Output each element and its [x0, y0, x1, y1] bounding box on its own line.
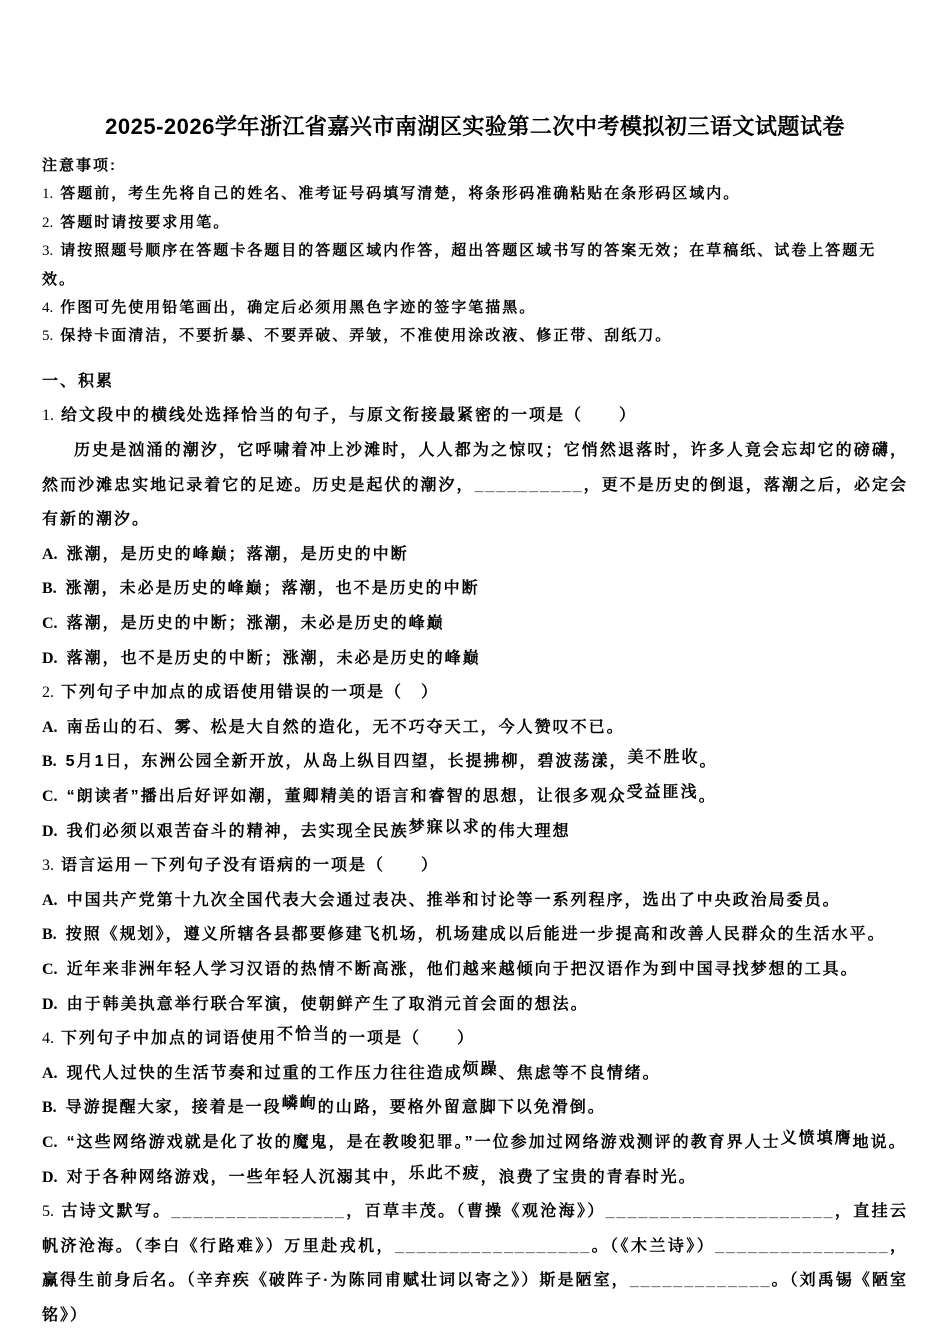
- option-text: 中国共产党第十九次全国代表大会通过表决、推举和讨论等一系列程序，选出了中央政治局委员。: [66, 891, 841, 909]
- option-label: D.: [42, 1168, 58, 1186]
- option-label: B.: [42, 753, 57, 771]
- notice-item-3: [42, 237, 908, 294]
- section-accumulation: [42, 365, 908, 1334]
- question-4: [42, 1022, 908, 1195]
- emphasized-word: 不恰当: [277, 1026, 332, 1044]
- item-number: 1.: [42, 186, 54, 203]
- notice-item-2: [42, 209, 908, 237]
- dictation-text: 古诗文默写。________________，百草丰茂。（曹操《观沧海》）_____________________，直挂云帆济沧海。（李白《行路难》）万里赴戎机，__________________。（《木兰诗》）________________，赢得生前身后名。（辛弃疾《破阵子·为陈同甫赋壮词以寄之》）斯是陋室，_____________。（刘禹锡《陋室铭》）: [42, 1203, 908, 1324]
- option-row: [42, 745, 908, 780]
- stem-text: 下列句子中加点的词语使用: [61, 1030, 278, 1048]
- option-row: [42, 711, 908, 746]
- option-text: 南岳山的石、雾、松是大自然的造化，无不巧夺天工，今人赞叹不已。: [66, 718, 625, 736]
- option-text: 涨潮，未必是历史的峰巅；落潮，也不是历史的中断: [65, 580, 480, 598]
- stem-text: 语言运用－下列句子没有语病的一项是（ ）: [61, 857, 440, 875]
- page-title: 2025-2026学年浙江省嘉兴市南湖区实验第二次中考模拟初三语文试题试卷: [105, 114, 845, 139]
- emphasized-word: 义愤填膺: [780, 1129, 853, 1147]
- question-number: 4.: [42, 1030, 54, 1048]
- option-label: B.: [42, 926, 57, 944]
- item-text: 作图可先使用铅笔画出，确定后必须用黑色字迹的签字笔描黑。: [60, 299, 537, 317]
- option-label: A.: [42, 718, 58, 736]
- option-text: 现代人过快的生活节奏和过重的工作压力往往造成: [66, 1064, 463, 1082]
- option-label: D.: [42, 995, 58, 1013]
- emphasized-word: 梦寐以求: [408, 818, 481, 836]
- item-number: 3.: [42, 243, 54, 260]
- question-stem: [42, 849, 908, 884]
- option-text: 的山路，要格外留意脚下以免滑倒。: [317, 1099, 606, 1117]
- option-text: 地说。: [852, 1133, 907, 1151]
- option-row: [42, 1091, 908, 1126]
- stem-text: 给文段中的横线处选择恰当的句子，与原文衔接最紧密的一项是（ ）: [61, 407, 638, 425]
- option-row: [42, 1057, 908, 1092]
- option-label: A.: [42, 545, 58, 563]
- option-text: 落潮，也不是历史的中断；涨潮，未必是历史的峰巅: [66, 649, 481, 667]
- option-text: 涨潮，是历史的峰巅；落潮，是历史的中断: [66, 545, 409, 563]
- option-label: C.: [42, 960, 58, 978]
- option-label: C.: [42, 615, 58, 632]
- item-number: 4.: [42, 300, 54, 317]
- item-text: 请按照题号顺序在答题卡各题目的答题区域内作答，超出答题区域书写的答案无效；在草稿纸、试卷上答题无效。: [42, 242, 877, 288]
- item-number: 2.: [42, 214, 54, 231]
- option-text: “朗读者”播出后好评如潮，董卿精美的语言和睿智的思想，让很多观众: [66, 787, 627, 805]
- item-number: 5.: [42, 328, 54, 345]
- option-label: A.: [42, 891, 58, 909]
- option-label: C.: [42, 1133, 58, 1151]
- option-label: C.: [42, 787, 58, 805]
- option-label: D.: [42, 822, 58, 840]
- option-text: 近年来非洲年轻人学习汉语的热情不断高涨，他们越来越倾向于把汉语作为到中国寻找梦想的工具。: [66, 960, 859, 978]
- option-row: [42, 988, 908, 1023]
- option-row: [42, 953, 908, 988]
- option-row: [42, 607, 908, 642]
- option-row: [42, 780, 908, 815]
- option-row: [42, 1161, 908, 1196]
- option-row: [42, 884, 908, 919]
- question-number: 2.: [42, 684, 54, 702]
- option-text: 、焦虑等不良情绪。: [498, 1064, 661, 1082]
- option-label: D.: [42, 649, 58, 667]
- option-text: 5月1日，东洲公园全新开放，从岛上纵目四望，长提拂柳，碧波荡漾，: [65, 753, 628, 771]
- notice-item-4: [42, 294, 908, 322]
- stem-text: 下列句子中加点的成语使用错误的一项是（ ）: [61, 684, 440, 702]
- notice-item-5: [42, 322, 908, 350]
- section-heading: 一、积累: [42, 372, 115, 390]
- reading-passage: 历史是汹涌的潮汐，它呼啸着冲上沙滩时，人人都为之惊叹；它悄然退落时，许多人竟会忘却它的磅礴，然而沙滩忠实地记录着它的足迹。历史是起伏的潮汐，__________，更不是历史的倒退，落潮之后，必定会有新的潮汐。: [42, 442, 908, 529]
- emphasized-word: 受益匪浅: [626, 783, 699, 801]
- option-text: ，浪费了宝贵的青春时光。: [480, 1168, 697, 1186]
- emphasized-word: 乐此不疲: [408, 1164, 481, 1182]
- option-row: [42, 815, 908, 850]
- question-number: 5.: [42, 1203, 54, 1221]
- option-text: 由于韩美执意举行联合军演，使朝鲜产生了取消元首会面的想法。: [66, 995, 589, 1013]
- option-row: [42, 538, 908, 573]
- item-text: 答题时请按要求用笔。: [60, 213, 231, 231]
- notice-section: [42, 152, 908, 351]
- stem-text: 的一项是（ ）: [331, 1030, 476, 1048]
- question-5: [42, 1195, 908, 1333]
- option-label: B.: [42, 580, 57, 598]
- option-text: 的伟大理想: [480, 822, 571, 840]
- option-text: 。: [699, 753, 718, 771]
- question-stem: [42, 676, 908, 711]
- emphasized-word: 嶙峋: [281, 1095, 318, 1113]
- item-text: 答题前，考生先将自己的姓名、准考证号码填写清楚，将条形码准确粘贴在条形码区域内。: [60, 185, 741, 203]
- emphasized-word: 烦躁: [462, 1060, 499, 1078]
- option-row: [42, 642, 908, 677]
- option-row: [42, 1126, 908, 1161]
- option-text: 导游提醒大家，接着是一段: [65, 1099, 282, 1117]
- option-row: [42, 572, 908, 607]
- option-text: 按照《规划》，遵义所辖各县都要修建飞机场，机场建成以后能进一步提高和改善人民群众的生活水平。: [65, 926, 886, 944]
- question-number: 1.: [42, 407, 54, 425]
- question-2: [42, 676, 908, 849]
- option-text: 落潮，是历史的中断；涨潮，未必是历史的峰巅: [66, 615, 445, 632]
- question-3: [42, 849, 908, 1022]
- notice-heading: 注意事项:: [42, 157, 117, 174]
- option-text: 。: [698, 787, 717, 805]
- item-text: 保持卡面清洁，不要折暴、不要弄破、弄皱，不准使用涂改液、修正带、刮纸刀。: [60, 327, 673, 345]
- emphasized-word: 美不胜收: [627, 749, 700, 767]
- question-stem: [42, 399, 908, 434]
- question-stem: [42, 1195, 908, 1333]
- question-stem: [42, 1022, 908, 1057]
- option-text: 对于各种网络游戏，一些年轻人沉溺其中，: [66, 1168, 409, 1186]
- question-number: 3.: [42, 857, 54, 875]
- option-label: A.: [42, 1064, 58, 1082]
- option-row: [42, 918, 908, 953]
- notice-item-1: [42, 180, 908, 208]
- option-text: “这些网络游戏就是化了妆的魔鬼，是在教唆犯罪。”一位参加过网络游戏测评的教育界人士: [66, 1133, 781, 1151]
- option-text: 我们必须以艰苦奋斗的精神，去实现全民族: [66, 822, 409, 840]
- option-label: B.: [42, 1099, 57, 1117]
- question-1: [42, 399, 908, 676]
